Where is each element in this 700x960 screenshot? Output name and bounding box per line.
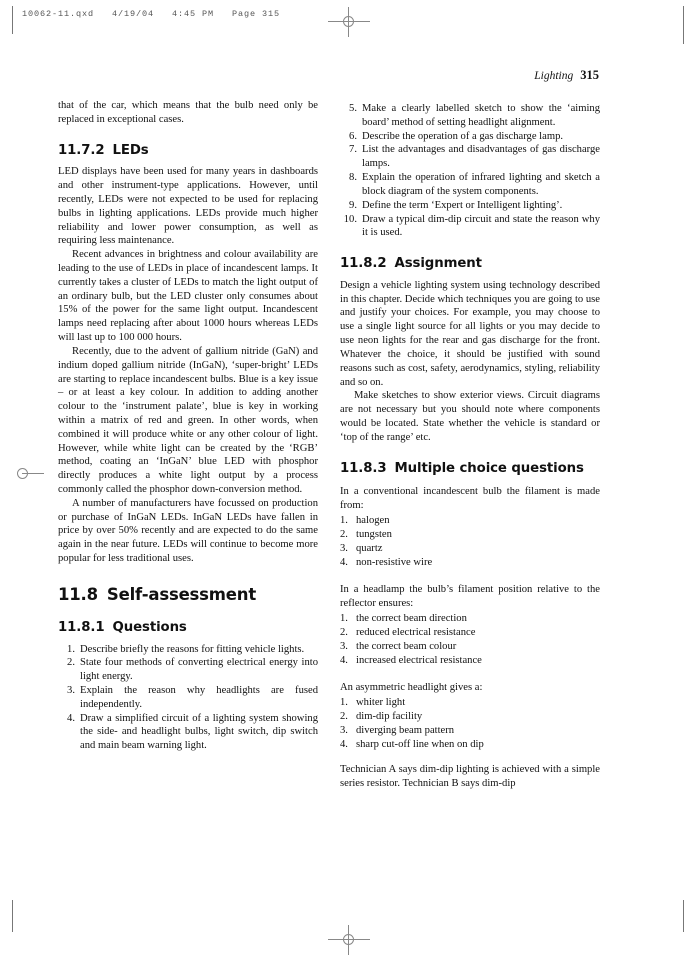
list-item: sharp cut-off line when on dip xyxy=(356,739,484,751)
heading-leds xyxy=(58,143,318,159)
list-item: reduced electrical resistance xyxy=(356,626,476,638)
list-item: Explain the operation of infrared lighting and sketch a block diagram of the system components. xyxy=(362,172,600,197)
list-item: the correct beam direction xyxy=(356,612,467,624)
list-item: dim-dip facility xyxy=(356,711,423,723)
list-item: Explain the reason why headlights are fused independently. xyxy=(80,685,318,710)
page-body xyxy=(58,68,600,791)
registration-mark-left-icon xyxy=(12,463,34,485)
crop-mark-top-left xyxy=(12,6,13,34)
list-item: the correct beam colour xyxy=(356,640,457,652)
mcq-stem: In a conventional incandescent bulb the filament is made from: xyxy=(340,486,600,512)
list-item: Define the term ‘Expert or Intelligent lighting’. xyxy=(362,199,563,211)
heading-self-assessment-number: 11.8 xyxy=(58,584,98,604)
running-head xyxy=(58,68,600,83)
heading-leds-title: LEDs xyxy=(112,142,149,158)
paragraph-leds-4: A number of manufacturers have focussed on production or purchase of InGaN LEDs. InGaN LEDs have fallen in price by over 50% recently and are expected to do the same again in the near future. LEDs will continue to become more popular for less traditional uses. xyxy=(58,497,318,565)
paragraph-assignment-2: Make sketches to show exterior views. Circuit diagrams are not necessary but you should note where components would be located. State whether the vehicle is standard or ‘top of the range’ etc. xyxy=(340,390,600,443)
paragraph-leds-3: Recently, due to the advent of gallium nitride (GaN) and indium doped gallium nitride (InGaN), ‘super-bright’ LEDs are starting to replace incandescent bulbs. Blue is a key issue – or at least a key colour. In addition to adding another colour to the ‘instrument palate’, blue is key in working within a matrix of red and green. In other words, when combined it will produce white or any other colour of light. However, while white light can be created by the ‘RGB’ method, coating an ‘InGaN’ blue LED with phosphor directly produces a white light output by a process commonly called the phosphor down-conversion method. xyxy=(58,345,318,495)
list-item: Make a clearly labelled sketch to show the ‘aiming board’ method of setting headlight alignment. xyxy=(362,103,600,128)
list-item: whiter light xyxy=(356,696,406,708)
list-item: Draw a typical dim-dip circuit and state the reason why it is used. xyxy=(362,213,600,239)
spacer xyxy=(340,752,600,763)
right-column xyxy=(340,99,600,791)
paragraph-assignment-1: Design a vehicle lighting system using technology described in this chapter. Decide which techniques you are going to use and justify your choices. For example, you may choose to use a single light source for all lights or you may decide to use neon lights for the rear and gas discharge for the front. Whatever the choice, it should be justified with sound reasons such as cost, safety, aerodynamics, styling, reliability and so on. xyxy=(340,279,600,388)
heading-questions-number: 11.8.1 xyxy=(58,619,105,635)
heading-self-assessment xyxy=(58,585,318,604)
questions-list xyxy=(58,643,318,754)
heading-questions-title: Questions xyxy=(112,619,187,635)
printer-slug: 10062-11.qxd 4/19/04 4:45 PM Page 315 xyxy=(22,9,281,19)
list-item: non-resistive wire xyxy=(356,557,433,569)
running-head-title: Lighting xyxy=(534,70,574,82)
page-number: 315 xyxy=(580,68,599,82)
paragraph-leds-1: LED displays have been used for many years in dashboards and other instrument-type applications. However, until recently, LEDs were not expected to be used for replacing bulbs in lighting applications. LEDs provide much higher reliability and lower power consumption, as well as requiring less maintenance. xyxy=(58,166,318,247)
list-item: tungsten xyxy=(356,528,392,540)
left-column xyxy=(58,99,318,753)
heading-multiple-choice xyxy=(340,461,600,477)
crop-mark-bottom-left xyxy=(12,900,13,932)
list-item: State four methods of converting electrical energy into light energy. xyxy=(80,657,318,683)
paragraph-technician: Technician A says dim-dip lighting is achieved with a simple series resistor. Technician B says dim-dip xyxy=(340,764,600,790)
mcq-stem: In a headlamp the bulb’s filament position relative to the reflector ensures: xyxy=(340,584,600,609)
crop-mark-bottom-right xyxy=(683,900,684,932)
mcq-group xyxy=(340,583,600,668)
heading-multiple-choice-number: 11.8.3 xyxy=(340,460,387,476)
heading-self-assessment-title: Self-assessment xyxy=(106,584,257,604)
crop-mark-top-right xyxy=(683,6,684,44)
mcq-stem: An asymmetric headlight gives a: xyxy=(340,682,483,694)
questions-list-continued xyxy=(340,102,600,240)
two-column-layout xyxy=(58,99,600,791)
paragraph-leds-2: Recent advances in brightness and colour availability are leading to the use of LEDs in place of incandescent lamps. It currently takes a cluster of LEDs to match the light output of an ordinary bulb, but the LED cluster only consumes about 15% of the power for the same light output. Incandescent lamps need replacing after about 1000 hours whereas LEDs will last up to 100 000 hours. xyxy=(58,249,318,344)
heading-leds-number: 11.7.2 xyxy=(58,142,105,158)
list-item: quartz xyxy=(356,543,383,555)
paragraph-continued: that of the car, which means that the bulb need only be replaced in exceptional cases. xyxy=(58,100,318,125)
registration-mark-bottom-icon xyxy=(338,929,360,951)
mcq-group xyxy=(340,681,600,752)
heading-multiple-choice-title: Multiple choice questions xyxy=(394,460,584,476)
mcq-options xyxy=(340,696,600,752)
heading-questions xyxy=(58,620,318,636)
heading-assignment-title: Assignment xyxy=(394,256,482,272)
mcq-options xyxy=(340,612,600,668)
mcq-options xyxy=(340,514,600,570)
list-item: halogen xyxy=(356,514,390,526)
heading-assignment xyxy=(340,256,600,272)
list-item: Describe briefly the reasons for fitting vehicle lights. xyxy=(80,643,305,655)
mcq-group xyxy=(340,485,600,570)
list-item: diverging beam pattern xyxy=(356,725,455,737)
list-item: List the advantages and disadvantages of gas discharge lamps. xyxy=(362,144,600,170)
list-item: Draw a simplified circuit of a lighting system showing the side- and headlight bulbs, light switch, dip switch and main beam warning light. xyxy=(80,712,318,752)
list-item: increased electrical resistance xyxy=(356,655,482,667)
list-item: Describe the operation of a gas discharge lamp. xyxy=(362,130,564,142)
heading-assignment-number: 11.8.2 xyxy=(340,256,387,272)
registration-mark-top-icon xyxy=(338,11,360,33)
